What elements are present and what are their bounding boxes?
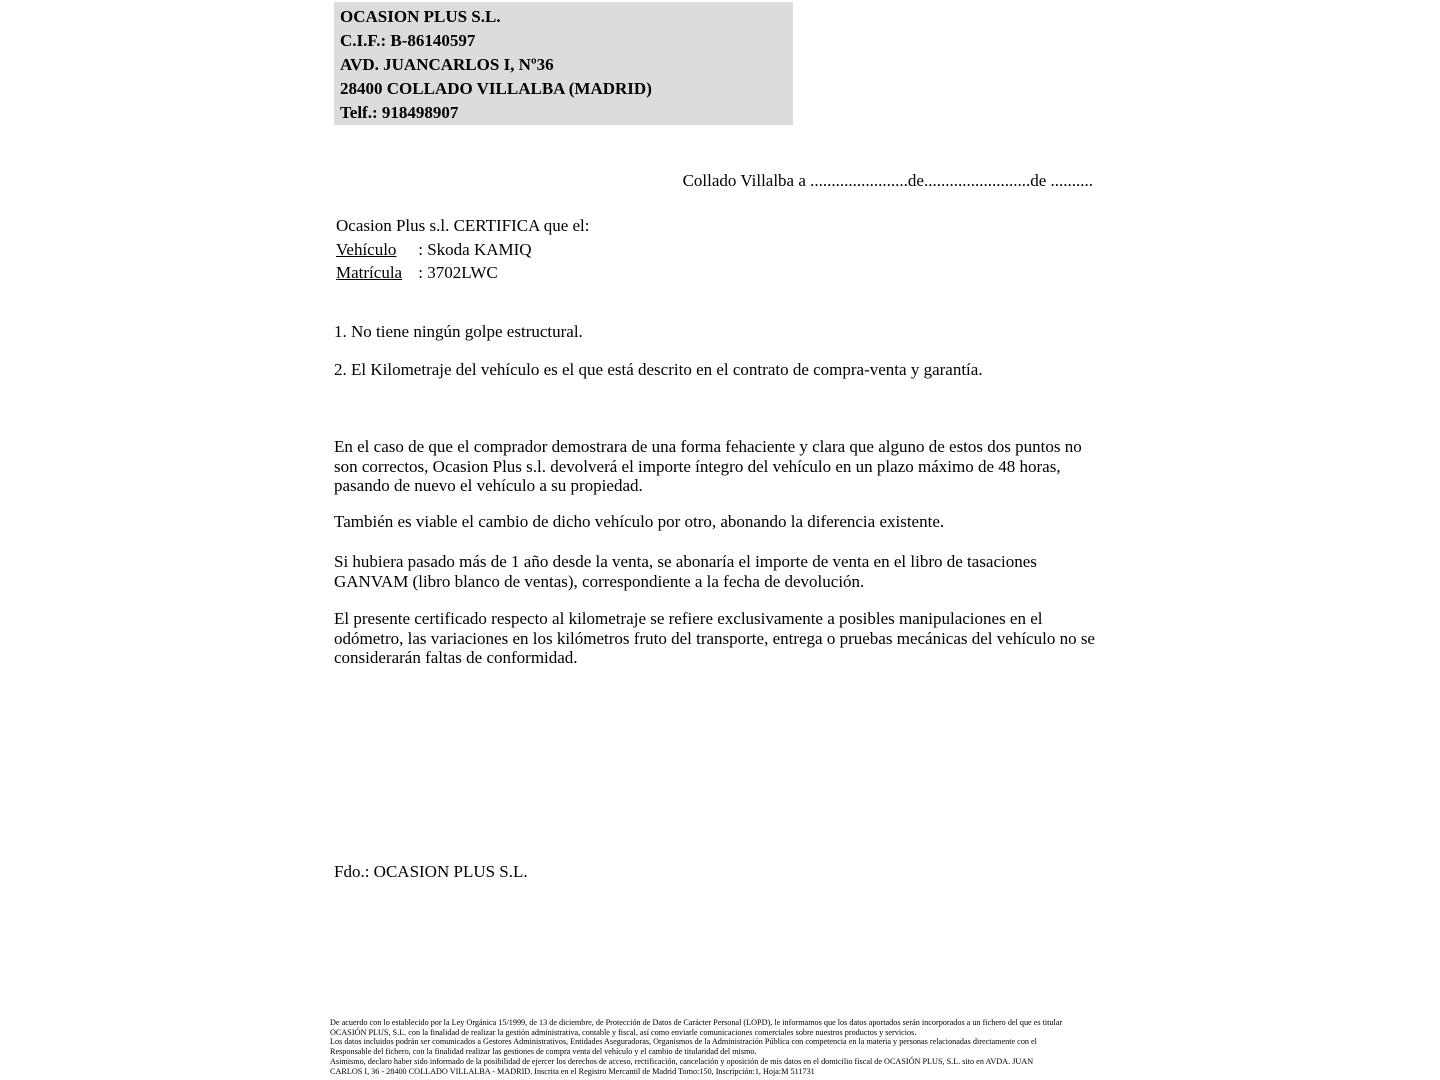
legal-footer-line: CARLOS I, 36 - 28400 COLLADO VILLALBA - MADRID. Inscrita en el Registro Mercantil de Madrid Tomo:150, Inscripción:1, Hoja:M 511731 — [330, 1066, 815, 1076]
legal-footer-line: Asimismo, declaro haber sido informado de la posibilidad de ejercer los derechos de acceso, rectificación, cancelación y oposición de mis datos en el domicilio fiscal de OCASIÓN PLUS, S.L. sito en AVDA. JUAN — [330, 1056, 1034, 1066]
signature-line: Fdo.: OCASION PLUS S.L. — [334, 862, 528, 881]
date-line: Collado Villalba a .......................de.........................de .......... — [682, 171, 1093, 190]
company-letterhead — [334, 2, 793, 125]
vehicle-label: Vehículo — [336, 239, 397, 259]
ganvam-paragraph: Si hubiera pasado más de 1 año desde la venta, se abonaría el importe de venta en el libro de tasaciones GANVAM (libro blanco de ventas), correspondiente a la fecha de devolución. — [334, 552, 1037, 591]
plate-value: : 3702LWC — [418, 263, 498, 282]
plate-row — [336, 261, 1095, 285]
odometer-paragraph: El presente certificado respecto al kilometraje se refiere exclusivamente a posibles manipulaciones en el odómetro, las variaciones en los kilómetros fruto del transporte, entrega o pruebas mecánicas del vehículo no se considerarán faltas de conformidad. — [334, 609, 1095, 668]
company-name: OCASION PLUS S.L. — [340, 7, 501, 26]
legal-footer-line: De acuerdo con lo establecido por la Ley Orgánica 15/1999, de 13 de diciembre, de Protección de Datos de Carácter Personal (LOPD), le informamos que los datos aportados serán incorporados a un fichero del que es titular — [330, 1018, 1063, 1027]
certification-block — [336, 214, 1095, 285]
certification-intro: Ocasion Plus s.l. CERTIFICA que el: — [336, 216, 590, 235]
company-city: 28400 COLLADO VILLALBA (MADRID) — [340, 79, 652, 98]
exchange-paragraph: También es viable el cambio de dicho vehículo por otro, abonando la diferencia existente. — [334, 512, 945, 531]
legal-footer-line: OCASIÓN PLUS, S.L. con la finalidad de realizar la gestión administrativa, contable y fiscal, así como enviarle comunicaciones comerciales sobre nuestros productos y servicios. — [330, 1027, 917, 1037]
vehicle-value: : Skoda KAMIQ — [418, 239, 532, 259]
plate-label: Matrícula — [336, 263, 403, 282]
legal-footer-line: Los datos incluidos podrán ser comunicados a Gestores Administrativos, Entidades Aseguradoras, Organismos de la Administración Pública con competencia en la materia y personas relacionadas directamente con el — [330, 1037, 1037, 1047]
refund-paragraph: En el caso de que el comprador demostrara de una forma fehaciente y clara que alguno de estos dos puntos no son correctos, Ocasion Plus s.l. devolverá el importe íntegro del vehículo en un plazo máximo de 48 horas, pasando de nuevo el vehículo a su propiedad. — [334, 437, 1082, 496]
legal-footer — [330, 1018, 1105, 1076]
legal-footer-line: Responsable del fichero, con la finalidad realizar las gestiones de compra venta del vehículo y el cambio de titularidad del mismo. — [330, 1047, 757, 1057]
company-address: AVD. JUANCARLOS I, Nº36 — [340, 55, 554, 74]
certified-point-2: 2. El Kilometraje del vehículo es el que está descrito en el contrato de compra-venta y garantía. — [334, 360, 983, 379]
vehicle-row — [336, 238, 1095, 262]
company-phone: Telf.: 918498907 — [340, 103, 459, 122]
certified-point-1: 1. No tiene ningún golpe estructural. — [334, 322, 583, 341]
company-cif: C.I.F.: B-86140597 — [340, 31, 476, 50]
